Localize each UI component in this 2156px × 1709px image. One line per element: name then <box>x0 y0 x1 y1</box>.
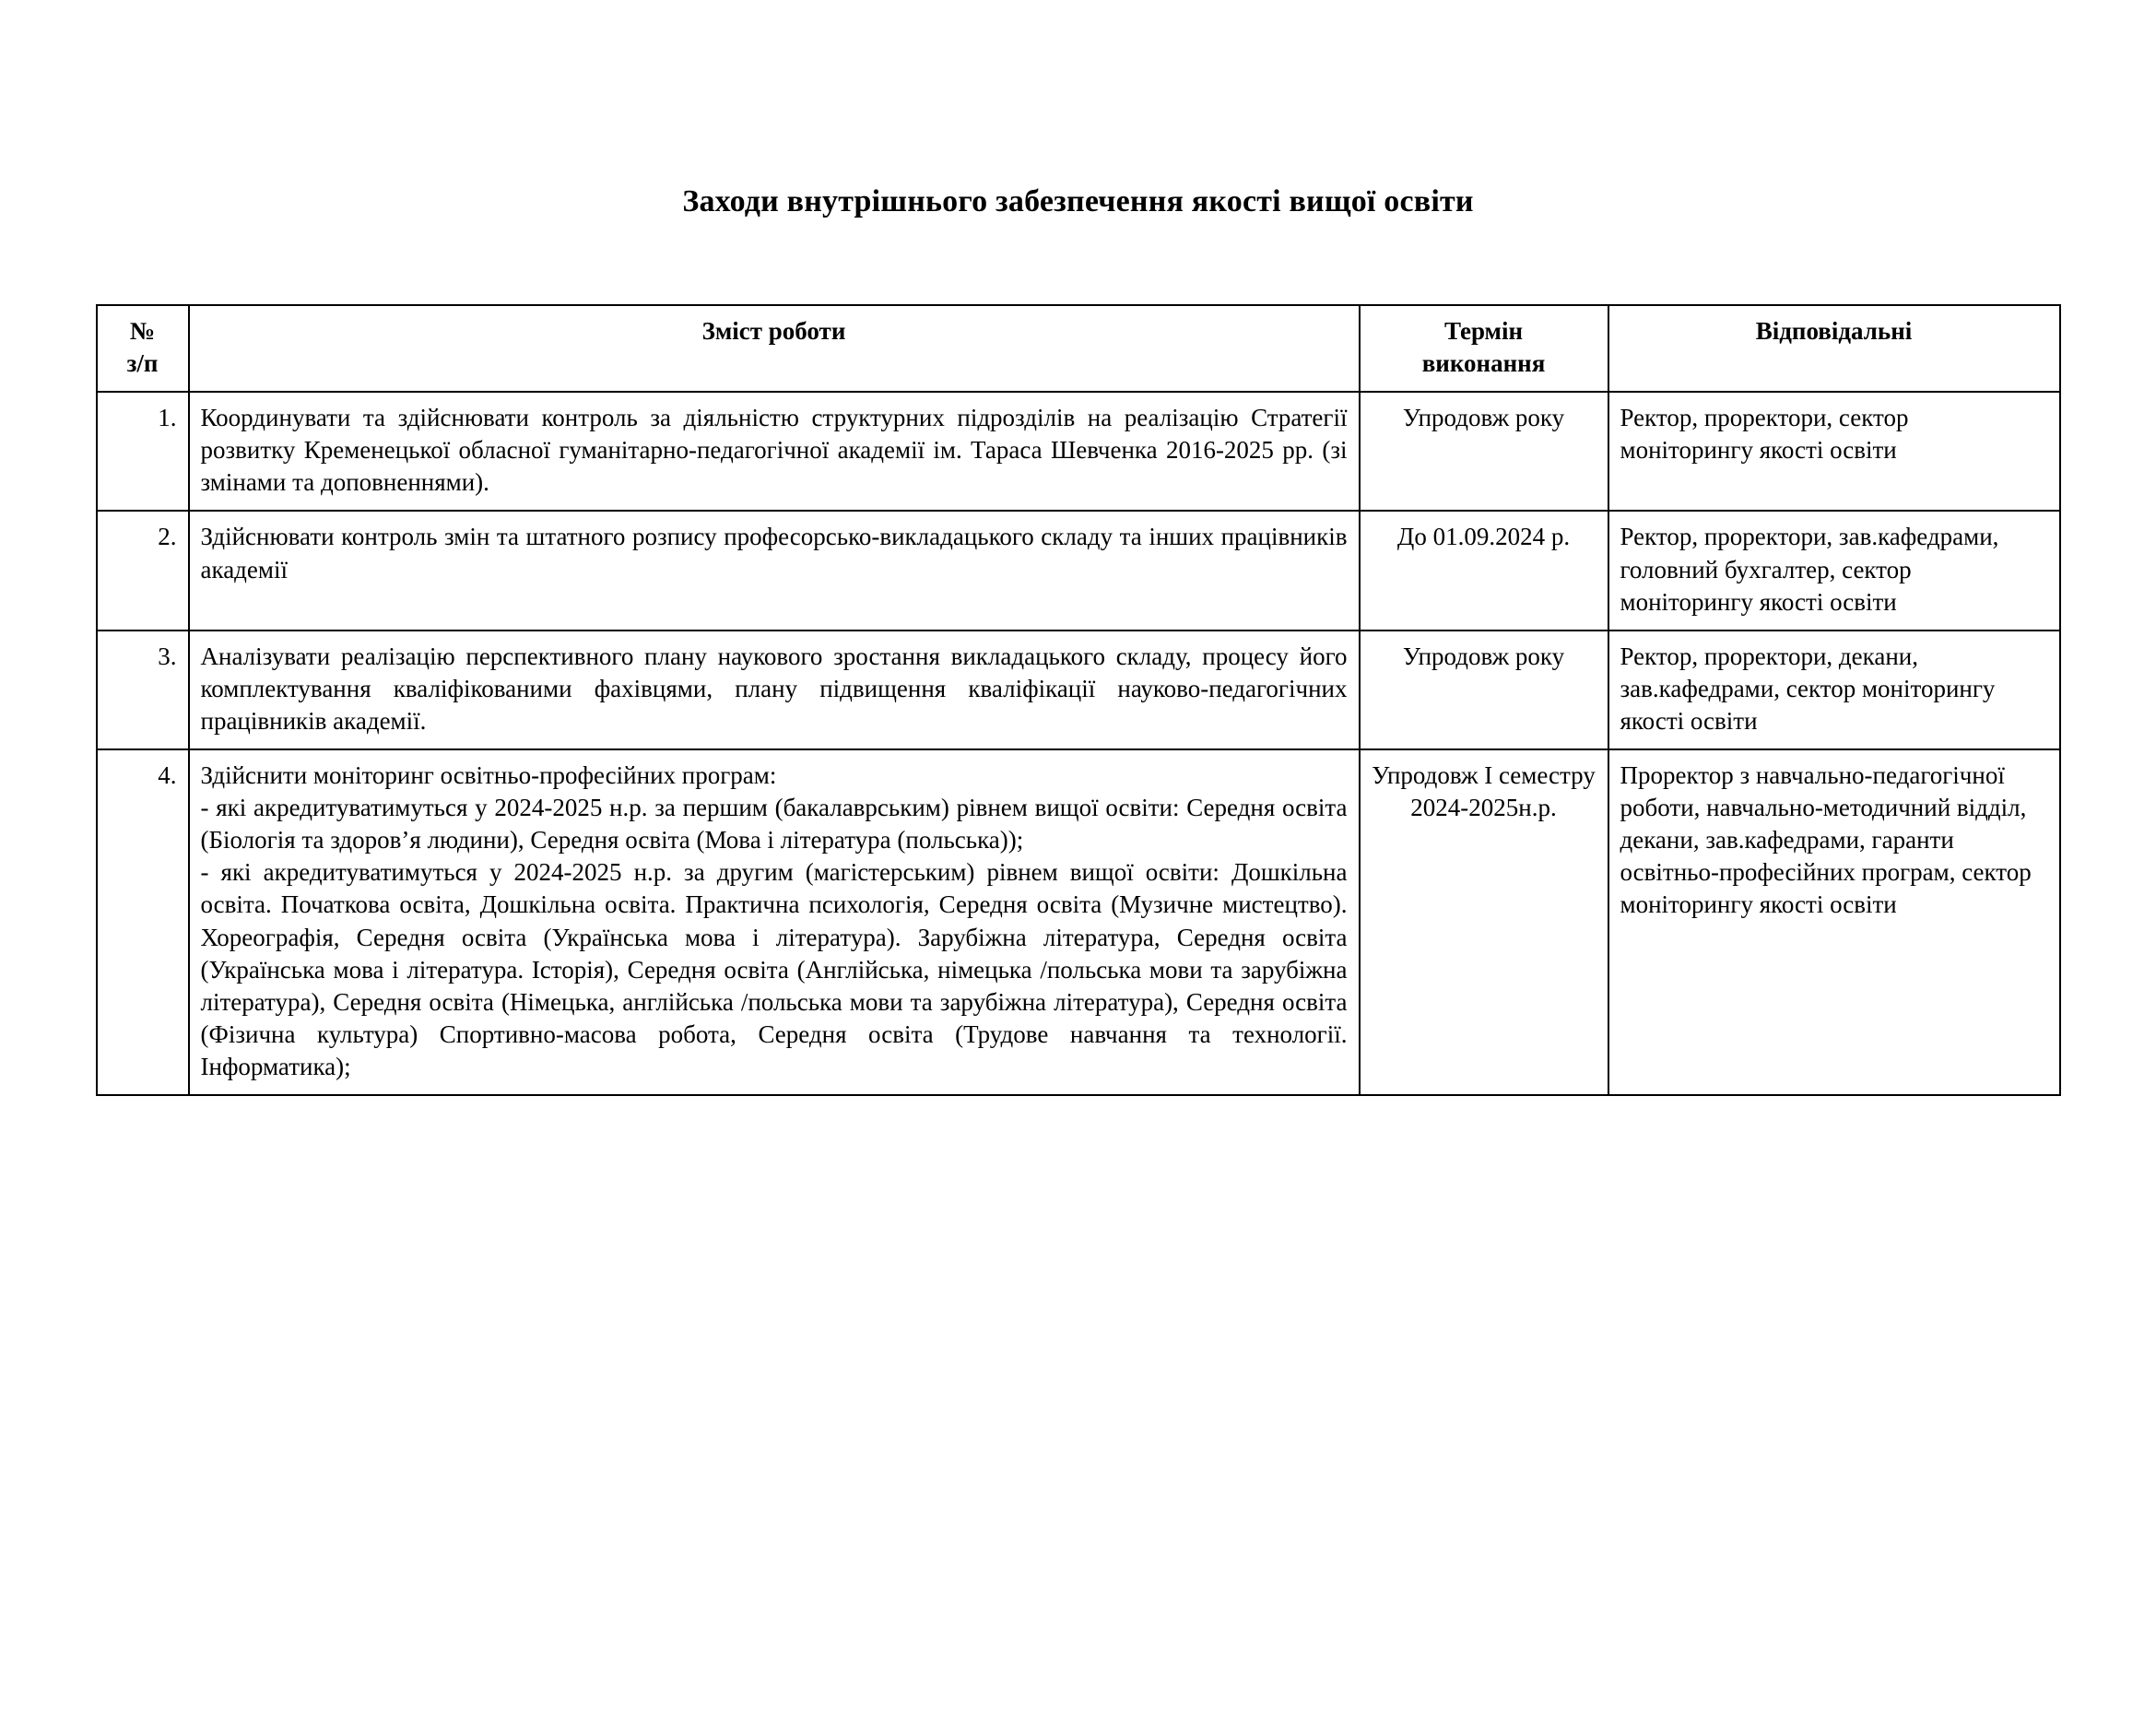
row-term: Упродовж року <box>1360 631 1608 749</box>
row-content: Координувати та здійснювати контроль за діяльністю структурних підрозділів на реалізацію Стратегії розвитку Кременецької обласної гуманітарно-педагогічної академії ім. Тараса Шевченка 2016-2025 рр. (зі змінами та доповненнями). <box>189 392 1360 511</box>
row-number: 2. <box>97 511 189 630</box>
row-responsible: Проректор з навчально-педагогічної роботи, навчально-методичний відділ, декани, зав.кафедрами, гаранти освітньо-професійних програм, сектор моніторингу якості освіти <box>1608 749 2060 1095</box>
row-responsible: Ректор, проректори, сектор моніторингу якості освіти <box>1608 392 2060 511</box>
row-content: Аналізувати реалізацію перспективного плану наукового зростання викладацького складу, процесу його комплектування кваліфікованими фахівцями, плану підвищення кваліфікації науково-педагогічних працівників академії. <box>189 631 1360 749</box>
document-page <box>0 184 2156 1709</box>
column-header-number-line1: № <box>129 317 156 345</box>
row-term: До 01.09.2024 р. <box>1360 511 1608 630</box>
row-content: Здійснити моніторинг освітньо-професійних програм: - які акредитуватимуться у 2024-2025 н.р. за першим (бакалаврським) рівнем вищої освіти: Середня освіта (Біологія та здоров’я людини), Середня освіта (Мова і література (польська)); - які акредитуватимуться у 2024-2025 н.р. за другим (магістерським) рівнем вищої освіти: Дошкільна освіта. Початкова освіта, Дошкільна освіта. Практична психологія, Середня освіта (Музичне мистецтво). Хореографія, Середня освіта (Українська мова і література). Зарубіжна література, Середня освіта (Українська мова і література. Історія), Середня освіта (Англійська, німецька /польська мови та зарубіжна література), Середня освіта (Німецька, англійська /польська мови та зарубіжна література), Середня освіта (Фізична культура) Спортивно-масова робота, Середня освіта (Трудове навчання та технології. Інформатика); <box>189 749 1360 1095</box>
column-header-content: Зміст роботи <box>189 305 1360 392</box>
row-content: Здійснювати контроль змін та штатного розпису професорсько-викладацького складу та інших працівників академії <box>189 511 1360 630</box>
table-row <box>97 631 2060 749</box>
row-responsible: Ректор, проректори, декани, зав.кафедрами, сектор моніторингу якості освіти <box>1608 631 2060 749</box>
table-row <box>97 392 2060 511</box>
table-row <box>97 749 2060 1095</box>
row-number: 4. <box>97 749 189 1095</box>
table-row <box>97 511 2060 630</box>
column-header-term-line2: виконання <box>1421 349 1546 378</box>
row-number: 3. <box>97 631 189 749</box>
row-number: 1. <box>97 392 189 511</box>
measures-table <box>96 304 2061 1096</box>
column-header-number-line2: з/п <box>126 349 159 378</box>
page-title: Заходи внутрішнього забезпечення якості вищої освіти <box>682 184 1474 218</box>
column-header-term <box>1360 305 1608 392</box>
column-header-term-line1: Термін <box>1443 317 1524 345</box>
row-term: Упродовж року <box>1360 392 1608 511</box>
row-term: Упродовж І семестру 2024-2025н.р. <box>1360 749 1608 1095</box>
table-header-row <box>97 305 2060 392</box>
row-responsible: Ректор, проректори, зав.кафедрами, головний бухгалтер, сектор моніторингу якості освіти <box>1608 511 2060 630</box>
column-header-number <box>97 305 189 392</box>
column-header-responsible: Відповідальні <box>1608 305 2060 392</box>
